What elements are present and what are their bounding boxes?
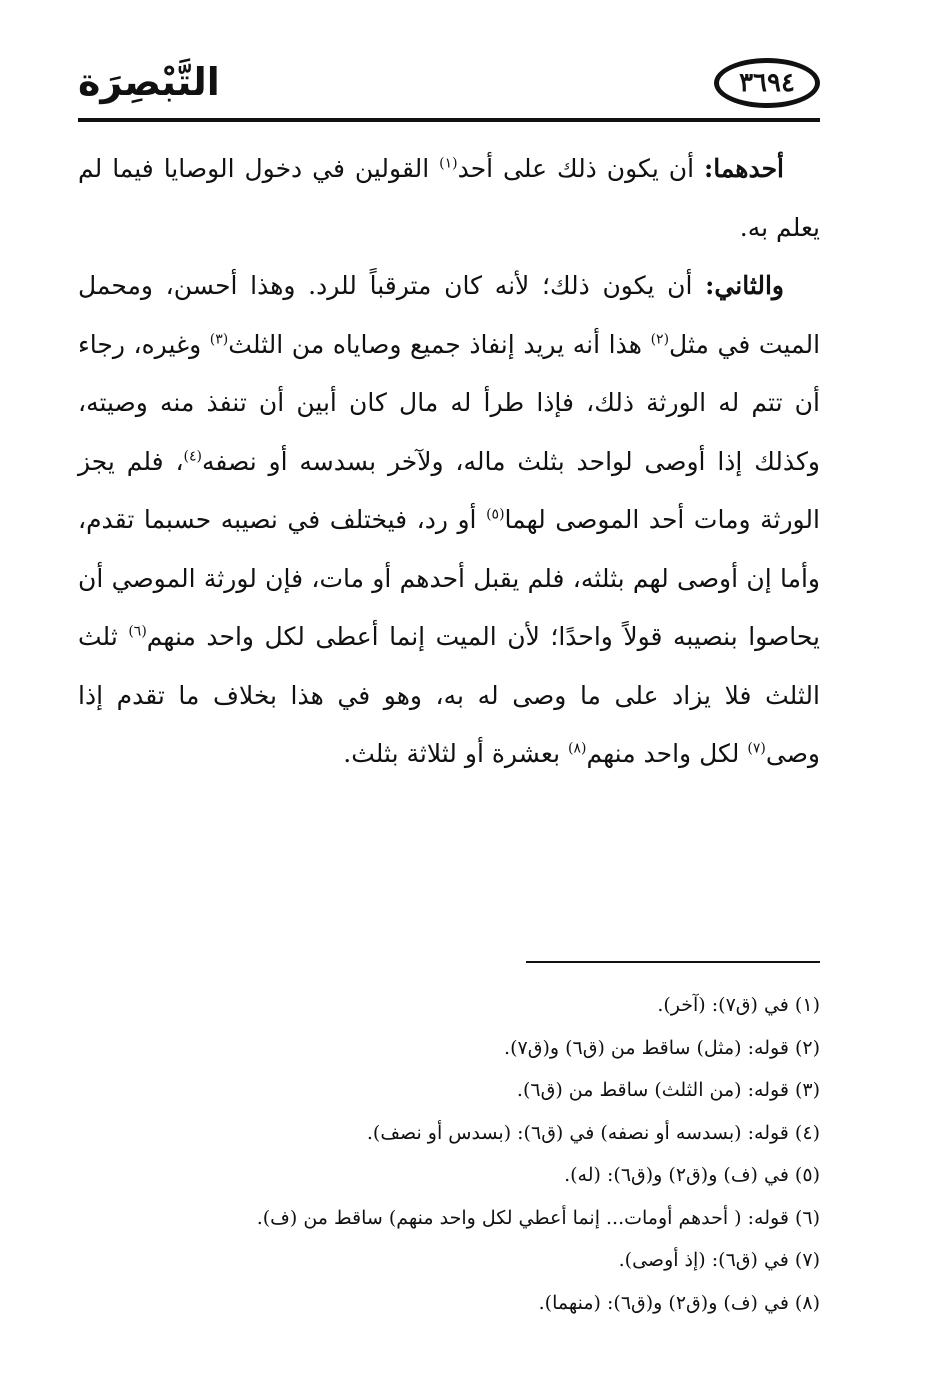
paragraph-2 [78, 257, 820, 784]
text-run: أن يكون ذلك؛ لأنه كان مترقباً للرد. وهذا أحسن، ومحمل الميت في مثل [78, 271, 821, 359]
footnote-8: (٨) في (ف) و(ق٢) و(ق٦): (منهما). [538, 1291, 820, 1314]
footnote-ref: (٣) [209, 331, 229, 348]
text-run: أن يكون ذلك على أحد [457, 154, 695, 183]
text-run: بعشرة أو لثلاثة بثلث. [343, 739, 561, 768]
footnote-ref: (٨) [568, 740, 587, 757]
paragraph-lead: والثاني: [705, 271, 784, 300]
header-rule [78, 118, 820, 122]
footnote-6: (٦) قوله: ( أحدهم أومات... إنما أعطي لكل واحد منهم) ساقط من (ف). [256, 1206, 820, 1229]
footnote-ref: (٦) [128, 623, 147, 640]
footnote-1: (١) في (ق٧): (آخر). [657, 994, 820, 1016]
text-run: وغيره، رجاء أن تتم له الورثة ذلك، فإذا طرأ له مال كان أبين أن تنفذ منه وصيته، وكذلك إذا أوصى لواحد بثلث ماله، ولآخر بسدسه أو نصفه [78, 329, 821, 476]
footnote-ref: (٤) [183, 448, 202, 465]
text-run: ، فلم يجز الورثة ومات أحد الموصى لهما [78, 446, 820, 534]
book-title: التَّبْصِرَة [78, 60, 220, 104]
footnote-5: (٥) في (ف) و(ق٢) و(ق٦): (له). [564, 1164, 820, 1186]
footnote-ref: (٢) [650, 331, 670, 348]
text-run: هذا أنه يريد إنفاذ جميع وصاياه من الثلث [228, 329, 642, 359]
footnote-4: (٤) قوله: (بسدسه أو نصفه) في (ق٦): (بسدس أو نصف). [366, 1121, 820, 1144]
footnote-7: (٧) في (ق٦): (إذ أوصى). [618, 1249, 820, 1271]
main-text [78, 140, 820, 784]
footnote-separator [526, 961, 820, 963]
text-run: أو رد، فيختلف في نصيبه حسبما تقدم، وأما إن أوصى لهم بثلثه، فلم يقبل أحدهم أو مات، فإن لورثة الموصي أن يحاصوا بنصيبه قولاً واحدًا؛ لأن الميت إنما أعطى لكل واحد منهم [78, 505, 821, 651]
paragraph-lead: أحدهما: [703, 154, 784, 183]
footnote-3: (٣) قوله: (من الثلث) ساقط من (ق٦). [516, 1079, 820, 1101]
page-number: ٣٦٩٤ [739, 68, 795, 98]
footnote-2: (٢) قوله: (مثل) ساقط من (ق٦) و(ق٧). [504, 1036, 820, 1059]
paragraph-1 [78, 140, 820, 257]
text-run: لكل واحد منهم [586, 739, 740, 768]
page-header [78, 48, 820, 124]
footnote-ref: (٧) [747, 740, 766, 757]
footnote-ref: (١) [439, 155, 458, 172]
text-run: القولين في دخول الوصايا فيما لم يعلم به. [78, 154, 820, 242]
page-number-oval [714, 58, 820, 108]
footnotes [78, 984, 820, 1324]
text-run: ثلث الثلث فلا يزاد على ما وصى له به، وهو في هذا بخلاف ما تقدم إذا وصى [78, 622, 820, 768]
footnote-ref: (٥) [486, 506, 505, 523]
